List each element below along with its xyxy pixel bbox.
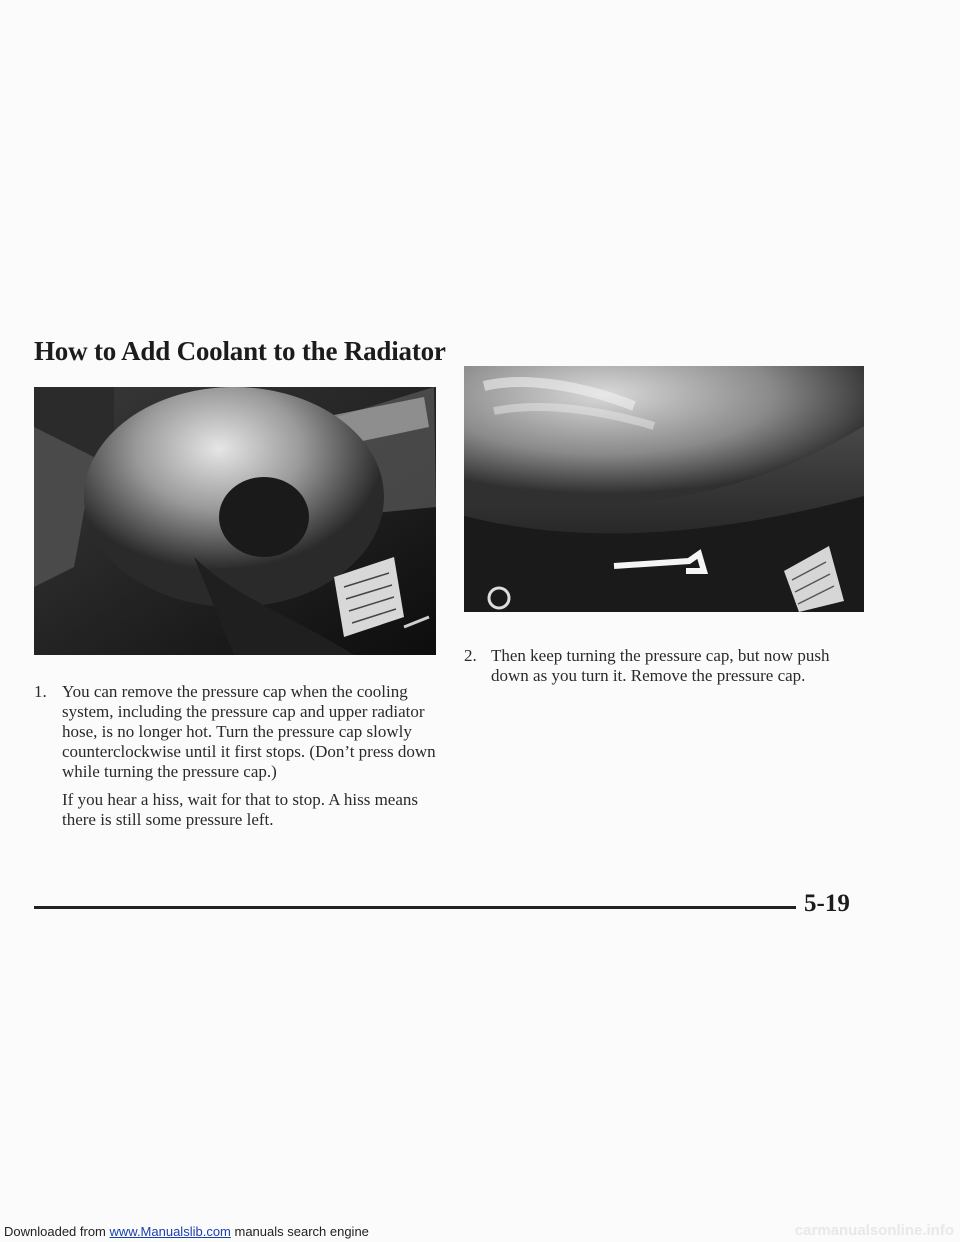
step-1-note: If you hear a hiss, wait for that to stop. A hiss means there is still some pressure left. bbox=[62, 790, 419, 829]
hand-on-cap-image bbox=[34, 387, 436, 655]
watermark: carmanualsonline.info bbox=[794, 1222, 954, 1239]
step-1 bbox=[34, 682, 444, 782]
step-text: Then keep turning the pressure cap, but now push down as you turn it. Remove the pressure cap. bbox=[491, 646, 830, 685]
download-prefix: Downloaded from bbox=[4, 1224, 110, 1239]
step-text: You can remove the pressure cap when the cooling system, including the pressure cap and upper radiator hose, is no longer hot. Turn the pressure cap slowly counterclockwise until it first stops. (Don’t press down while turning the pressure cap.) bbox=[62, 682, 436, 781]
hand-pushing-cap-image bbox=[464, 366, 864, 612]
manualslib-link[interactable]: www.Manualslib.com bbox=[109, 1224, 231, 1239]
footer bbox=[0, 1222, 960, 1242]
page-number: 5-19 bbox=[804, 890, 850, 917]
step-number: 2. bbox=[464, 646, 477, 665]
download-notice bbox=[4, 1224, 369, 1239]
photo-remove-pressure-cap bbox=[34, 387, 436, 655]
section-title: How to Add Coolant to the Radiator bbox=[34, 336, 446, 366]
photo-push-and-turn-cap bbox=[464, 366, 864, 612]
download-suffix: manuals search engine bbox=[230, 1224, 369, 1239]
step-2 bbox=[464, 646, 864, 686]
step-number: 1. bbox=[34, 682, 47, 701]
page-rule bbox=[34, 906, 796, 909]
